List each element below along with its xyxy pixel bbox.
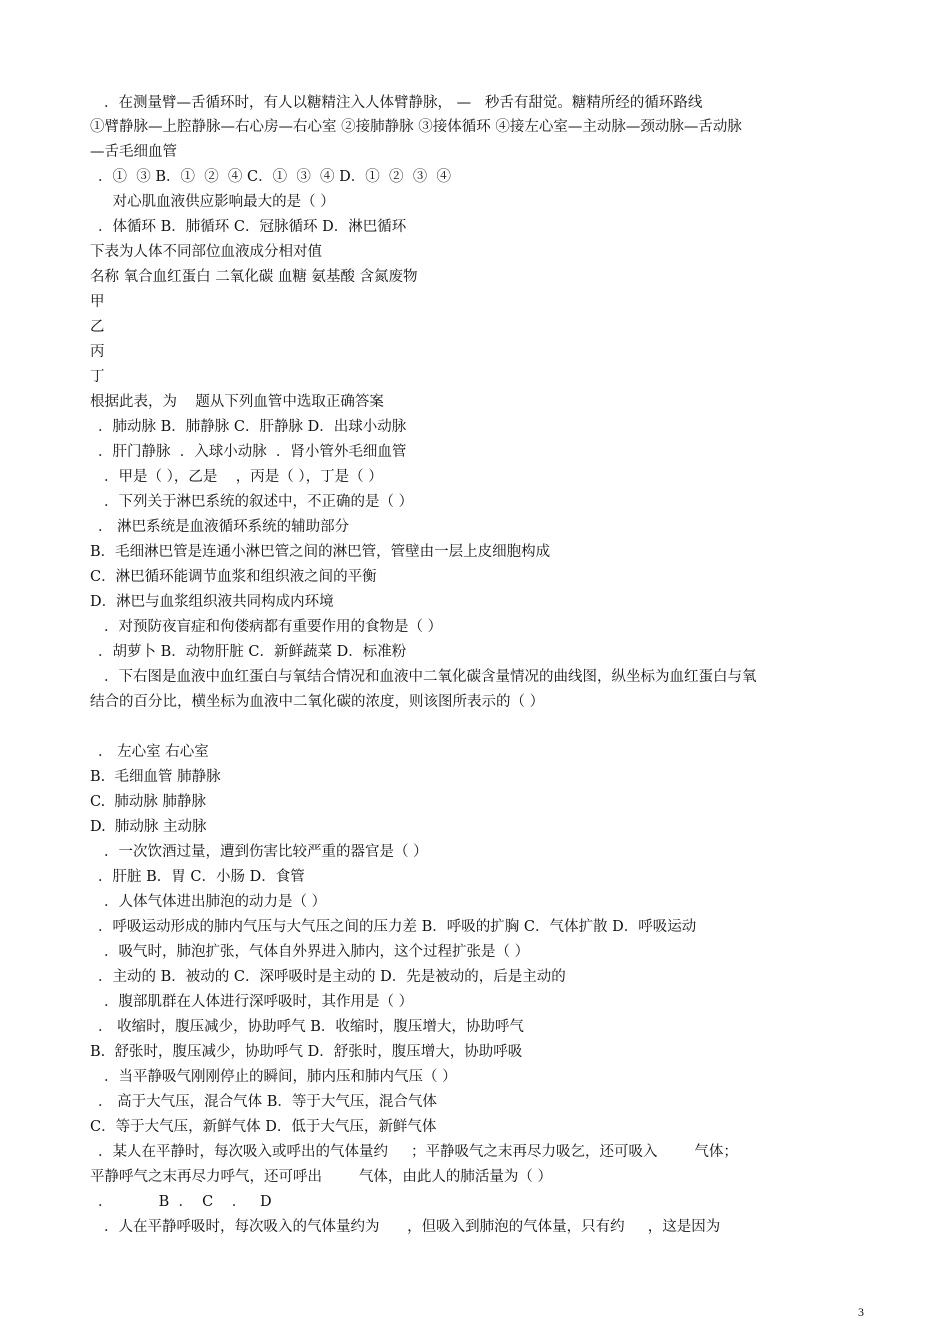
table-header-line: 名称 氧合血红蛋白 二氧化碳 血糖 氨基酸 含氮废物 bbox=[90, 269, 418, 285]
table-row-label: 丁 bbox=[90, 369, 105, 385]
text-line: D．淋巴与血浆组织液共同构成内环境 bbox=[90, 594, 334, 610]
text-line: ．主动的 B．被动的 C．深呼吸时是主动的 D．先是被动的，后是主动的 bbox=[98, 969, 566, 985]
text-line: ． 高于大气压，混合气体 B．等于大气压，混合气体 bbox=[98, 1094, 437, 1110]
text-line: 结合的百分比，横坐标为血液中二氧化碳的浓度，则该图所表示的（ ） bbox=[90, 694, 545, 710]
text-line: ．肝脏 B．胃 C．小肠 D．食管 bbox=[98, 869, 305, 885]
text-line: ． 淋巴系统是血液循环系统的辅助部分 bbox=[98, 519, 350, 535]
text-line: B. 舒张时，腹压减少，协助呼气 D．舒张时，腹压增大，协助呼吸 bbox=[90, 1044, 523, 1060]
text-line: ．甲是（ ），乙是 ，丙是（ ），丁是（ ） bbox=[104, 469, 383, 485]
text-line: B．毛细淋巴管是连通小淋巴管之间的淋巴管，管壁由一层上皮细胞构成 bbox=[90, 544, 551, 560]
text-line: ． 收缩时，腹压减少，协助呼气 B．收缩时，腹压增大，协助呼气 bbox=[98, 1019, 524, 1035]
text-line: ．腹部肌群在人体进行深呼吸时，其作用是（ ） bbox=[104, 994, 414, 1010]
text-line: ．人体气体进出肺泡的动力是（ ） bbox=[104, 894, 327, 910]
text-line: ．下列关于淋巴系统的叙述中，不正确的是（ ） bbox=[104, 494, 414, 510]
text-line: ①臂静脉—上腔静脉—右心房—右心室 ②接肺静脉 ③接体循环 ④接左心室—主动脉—颈动脉—舌动脉 bbox=[90, 119, 742, 135]
text-line: ．体循环 B．肺循环 C．冠脉循环 D．淋巴循环 bbox=[98, 219, 407, 235]
text-line: ．① ③ B．① ② ④ C．① ③ ④ D．① ② ③ ④ bbox=[98, 169, 451, 185]
text-line: ． 左心室 右心室 bbox=[98, 744, 209, 760]
text-line: ．一次饮酒过量，遭到伤害比较严重的器官是（ ） bbox=[104, 844, 428, 860]
text-line: ． B ． C ． D bbox=[98, 1194, 272, 1210]
text-line: ．人在平静呼吸时，每次吸入的气体量约为 ，但吸入到肺泡的气体量，只有约 ，这是因为 bbox=[104, 1219, 721, 1235]
text-line: C．等于大气压，新鲜气体 D．低于大气压，新鲜气体 bbox=[90, 1119, 437, 1135]
text-line: ．肺动脉 B．肺静脉 C．肝静脉 D．出球小动脉 bbox=[98, 419, 407, 435]
text-line: 平静呼气之末再尽力呼气，还可呼出 气体，由此人的肺活量为（ ） bbox=[90, 1169, 552, 1185]
text-line: ．胡萝卜 B．动物肝脏 C．新鲜蔬菜 D．标准粉 bbox=[98, 644, 407, 660]
text-line: ．在测量臂—舌循环时，有人以糖精注入人体臂静脉， — 秒舌有甜觉。糖精所经的循环路线 bbox=[104, 95, 703, 111]
text-line: B. 毛细血管 肺静脉 bbox=[90, 769, 221, 785]
text-line: ．对预防夜盲症和佝偻病都有重要作用的食物是（ ） bbox=[104, 619, 443, 635]
table-row-label: 甲 bbox=[90, 294, 105, 310]
text-line: ．呼吸运动形成的肺内气压与大气压之间的压力差 B．呼吸的扩胸 C．气体扩散 D．呼吸运动 bbox=[98, 919, 697, 935]
page-number: 3 bbox=[858, 1305, 864, 1319]
text-line: 根据此表，为 题从下列血管中选取正确答案 bbox=[90, 394, 384, 410]
text-line: 对心肌血液供应影响最大的是（ ） bbox=[108, 194, 335, 210]
text-line: D. 肺动脉 主动脉 bbox=[90, 819, 207, 835]
text-line: ．肝门静脉 ．入球小动脉 ．肾小管外毛细血管 bbox=[98, 444, 407, 460]
text-line: ．某人在平静时，每次吸入或呼出的气体量约 ；平静吸气之末再尽力吸乞，还可吸入 气体； bbox=[98, 1144, 738, 1160]
table-row-label: 乙 bbox=[90, 319, 105, 335]
text-line: —舌毛细血管 bbox=[90, 144, 177, 160]
text-line: C．淋巴循环能调节血浆和组织液之间的平衡 bbox=[90, 569, 377, 585]
text-line: 下表为人体不同部位血液成分相对值 bbox=[90, 244, 322, 260]
table-row-label: 丙 bbox=[90, 344, 105, 360]
text-line: ．吸气时，肺泡扩张，气体自外界进入肺内，这个过程扩张是（ ） bbox=[104, 944, 530, 960]
text-line: C. 肺动脉 肺静脉 bbox=[90, 794, 207, 810]
text-line: ．下右图是血液中血红蛋白与氧结合情况和血液中二氧化碳含量情况的曲线图，纵坐标为血红蛋白与氧 bbox=[104, 669, 757, 685]
text-line: ．当平静吸气刚刚停止的瞬间，肺内压和肺内气压（ ） bbox=[104, 1069, 457, 1085]
